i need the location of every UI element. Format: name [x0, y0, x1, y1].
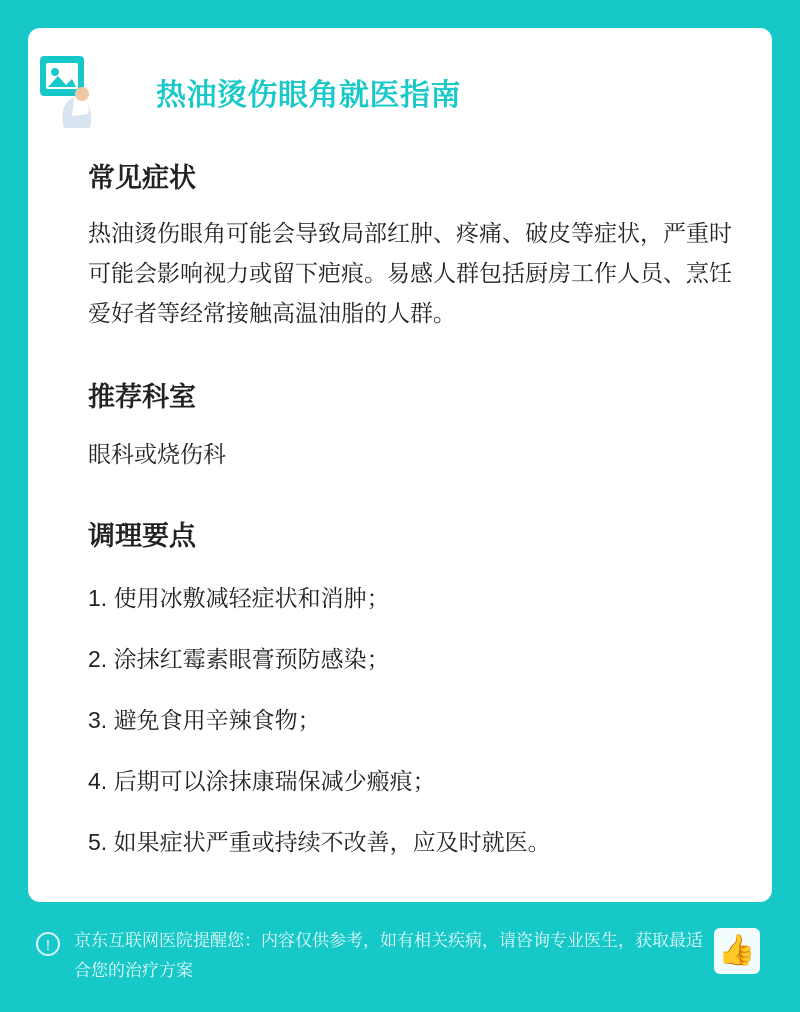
page-title: 热油烫伤眼角就医指南	[156, 79, 461, 112]
document-image-icon	[38, 54, 102, 130]
list-item: 2. 涂抹红霉素眼膏预防感染；	[88, 646, 390, 672]
footer-disclaimer: 京东互联网医院提醒您：内容仅供参考，如有相关疾病，请咨询专业医生，获取最适合您的治疗方案	[74, 931, 703, 980]
section-heading-care-points: 调理要点	[88, 521, 196, 551]
exclamation-icon: !	[36, 932, 60, 956]
section-text-symptoms: 热油烫伤眼角可能会导致局部红肿、疼痛、破皮等症状，严重时可能会影响视力或留下疤痕。易感人群包括厨房工作人员、烹饪爱好者等经常接触高温油脂的人群。	[88, 220, 732, 326]
section-text-department: 眼科或烧伤科	[88, 441, 226, 467]
list-item: 4. 后期可以涂抹康瑞保减少瘢痕；	[88, 768, 436, 794]
care-points-list	[62, 567, 738, 872]
guide-card	[28, 28, 772, 902]
section-heading-department: 推荐科室	[88, 382, 196, 412]
thumbs-up-icon[interactable]: 👍	[714, 928, 760, 974]
footer	[28, 920, 772, 1012]
list-item: 1. 使用冰敷减轻症状和消肿；	[88, 585, 390, 611]
list-item: 5. 如果症状严重或持续不改善，应及时就医。	[88, 829, 551, 855]
section-heading-symptoms: 常见症状	[88, 163, 196, 193]
list-item: 3. 避免食用辛辣食物；	[88, 707, 321, 733]
